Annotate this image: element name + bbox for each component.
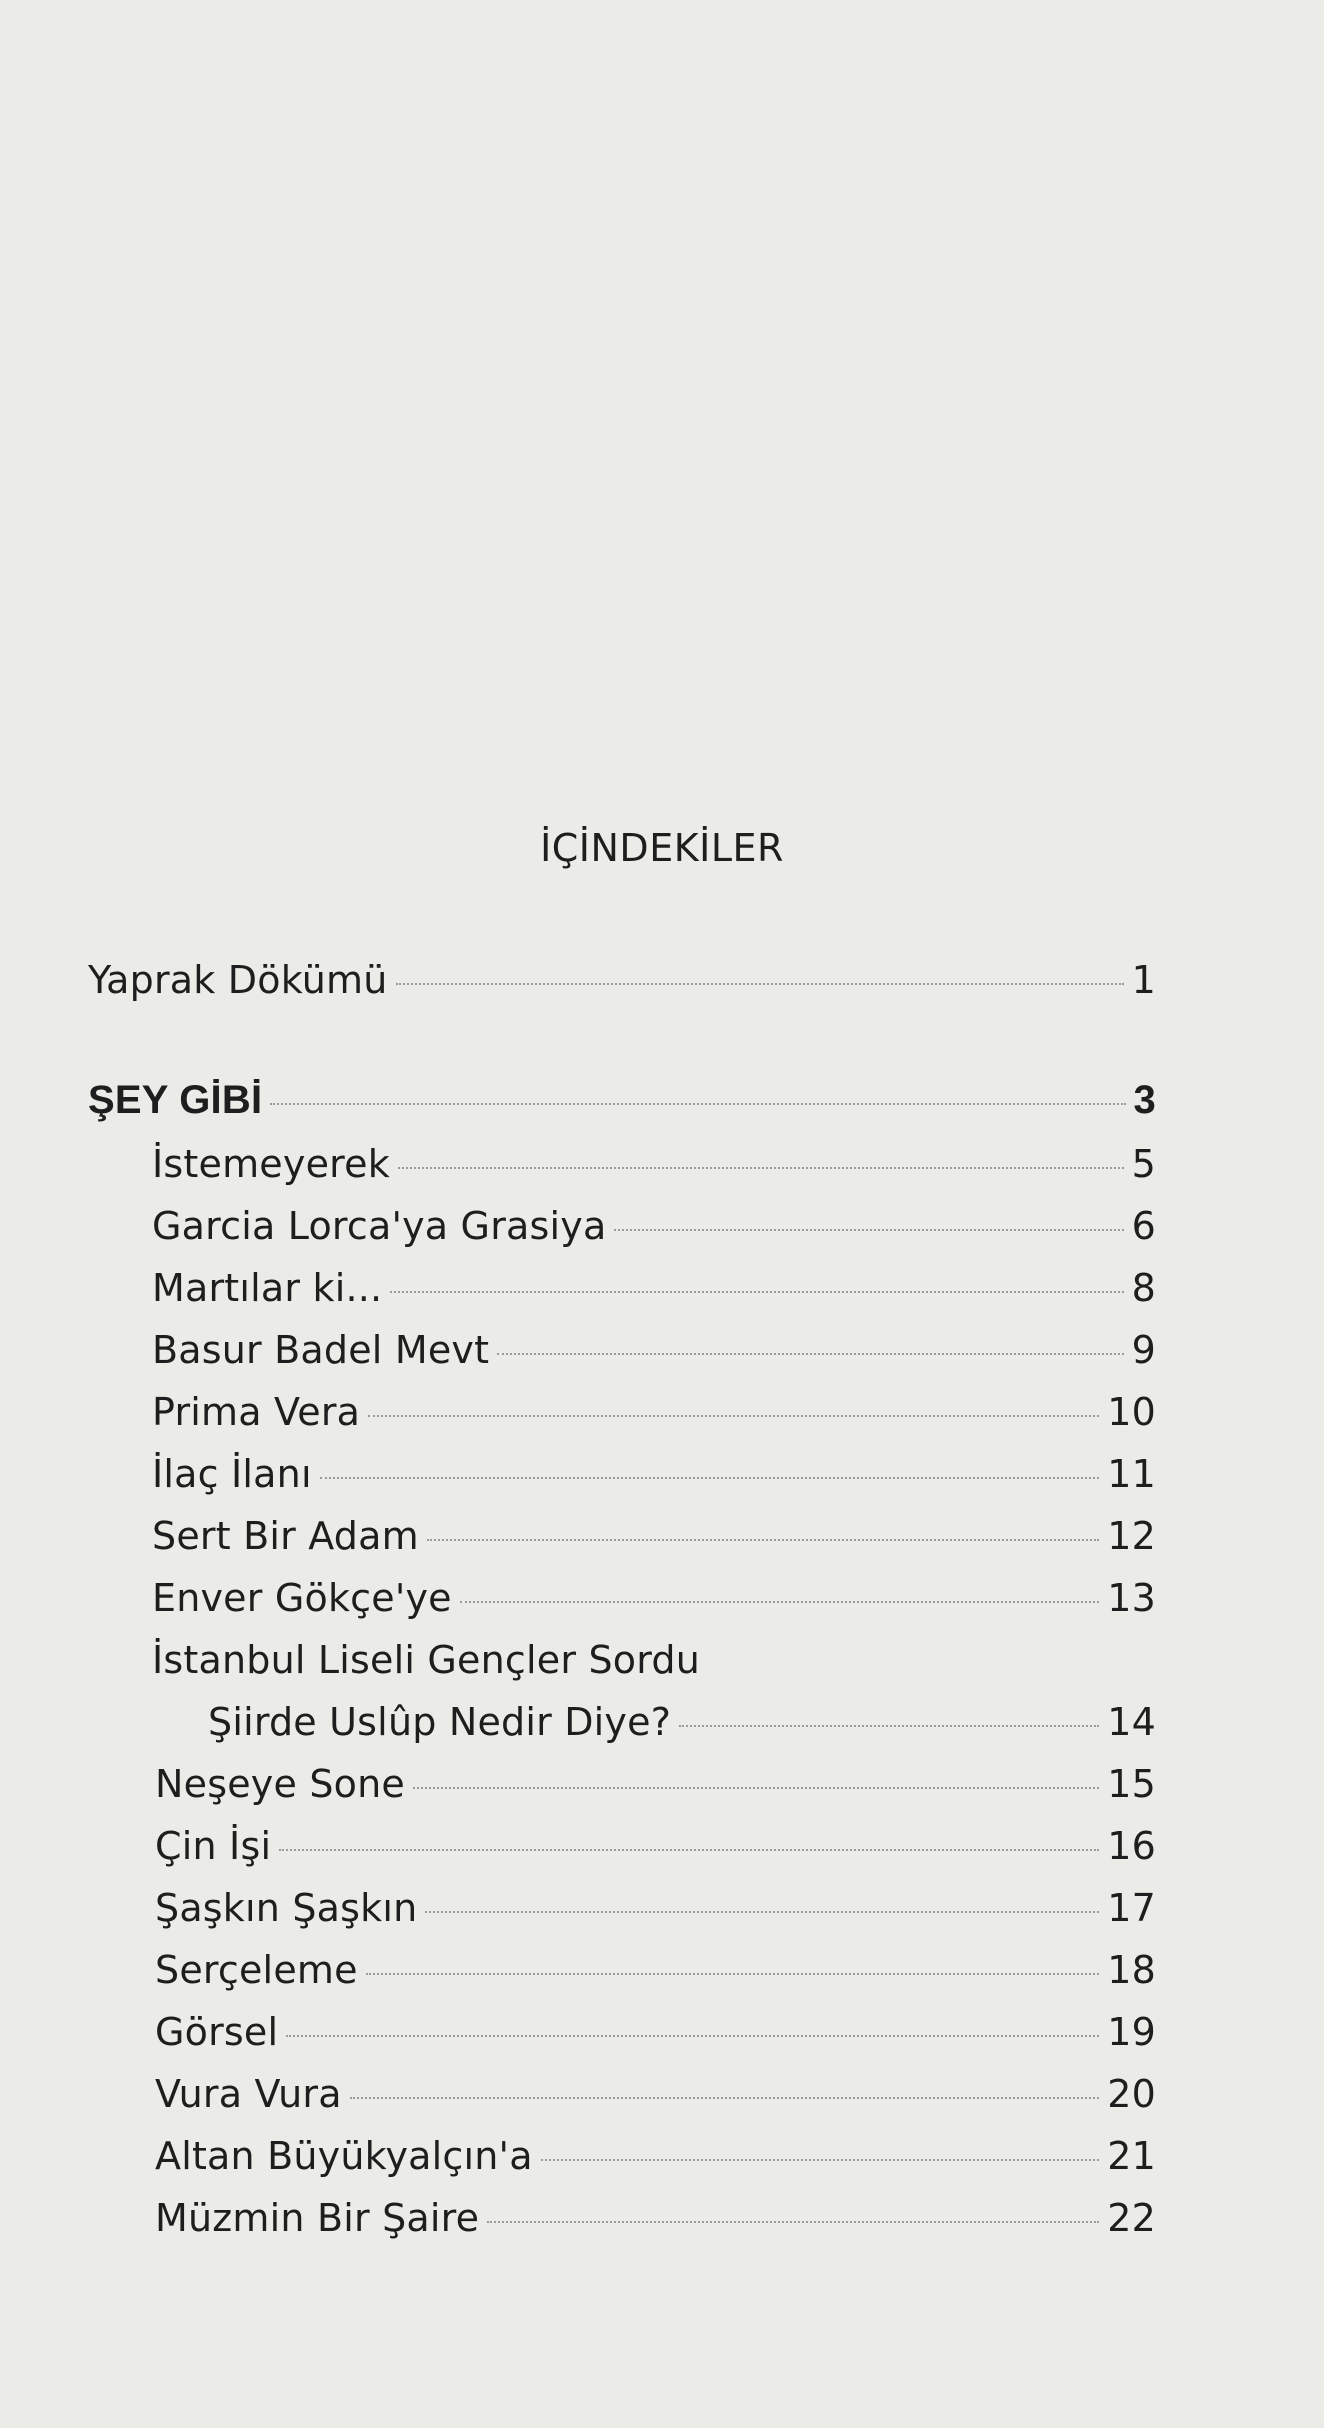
toc-entry-title: İlaç İlanı xyxy=(152,1452,312,1496)
toc-entry[interactable] xyxy=(155,1945,1156,1995)
toc-entry-page: 21 xyxy=(1107,2134,1156,2178)
toc-entry-page: 14 xyxy=(1107,1700,1156,1744)
toc-entry[interactable] xyxy=(155,2131,1156,2181)
dot-leader xyxy=(460,1601,1099,1603)
toc-entry-page: 18 xyxy=(1107,1948,1156,1992)
toc-entry-title: Çin İşi xyxy=(155,1824,272,1868)
toc-entry-title: Yaprak Dökümü xyxy=(88,958,388,1002)
dot-leader xyxy=(541,2159,1100,2161)
toc-section-page: 3 xyxy=(1133,1078,1156,1122)
dot-leader xyxy=(390,1291,1123,1293)
dot-leader xyxy=(286,2035,1099,2037)
toc-entry-title: Altan Büyükyalçın'a xyxy=(155,2134,533,2178)
toc-entry-title: Sert Bir Adam xyxy=(152,1514,419,1558)
toc-entry[interactable] xyxy=(155,2069,1156,2119)
toc-entry-page: 19 xyxy=(1107,2010,1156,2054)
dot-leader xyxy=(396,983,1124,985)
toc-entry[interactable] xyxy=(155,1821,1156,1871)
toc-entry-title: Müzmin Bir Şaire xyxy=(155,2196,480,2240)
dot-leader xyxy=(279,1849,1099,1851)
toc-entry-page: 10 xyxy=(1107,1390,1156,1434)
dot-leader xyxy=(398,1167,1124,1169)
toc-section[interactable] xyxy=(88,1075,1156,1125)
toc-entry-page: 6 xyxy=(1131,1204,1156,1248)
toc-entry-title: İstanbul Liseli Gençler Sordu xyxy=(152,1638,700,1682)
toc-entry-title: Basur Badel Mevt xyxy=(152,1328,490,1372)
toc-entry-title: Vura Vura xyxy=(155,2072,342,2116)
toc-entry-title: Serçeleme xyxy=(155,1948,358,1992)
toc-entry[interactable] xyxy=(152,1449,1156,1499)
toc-entry-page: 5 xyxy=(1131,1142,1156,1186)
toc-entry[interactable] xyxy=(152,1387,1156,1437)
toc-entry-page: 16 xyxy=(1107,1824,1156,1868)
dot-leader xyxy=(679,1725,1099,1727)
dot-leader xyxy=(427,1539,1099,1541)
toc-entry-page: 11 xyxy=(1107,1452,1156,1496)
toc-entry[interactable] xyxy=(152,1511,1156,1561)
toc-entry[interactable] xyxy=(155,1759,1156,1809)
toc-entry-title: Görsel xyxy=(155,2010,279,2054)
dot-leader xyxy=(368,1415,1099,1417)
toc-entry[interactable] xyxy=(152,1201,1156,1251)
dot-leader xyxy=(270,1103,1125,1105)
toc-section-title: ŞEY GİBİ xyxy=(88,1078,263,1122)
toc-entry-title: Şaşkın Şaşkın xyxy=(155,1886,418,1930)
toc-entry-page: 8 xyxy=(1131,1266,1156,1310)
dot-leader xyxy=(320,1477,1100,1479)
toc-entry[interactable] xyxy=(88,955,1156,1005)
dot-leader xyxy=(497,1353,1123,1355)
toc-entry-title: Garcia Lorca'ya Grasiya xyxy=(152,1204,607,1248)
dot-leader xyxy=(614,1229,1123,1231)
toc-entry-page: 13 xyxy=(1107,1576,1156,1620)
toc-entry[interactable] xyxy=(155,1883,1156,1933)
toc-entry[interactable] xyxy=(155,2193,1156,2243)
dot-leader xyxy=(487,2221,1099,2223)
toc-entry-page: 22 xyxy=(1107,2196,1156,2240)
dot-leader xyxy=(350,2097,1100,2099)
toc-entry-page: 20 xyxy=(1107,2072,1156,2116)
toc-entry-page: 15 xyxy=(1107,1762,1156,1806)
toc-entry-page: 1 xyxy=(1131,958,1156,1002)
toc-entry[interactable] xyxy=(208,1697,1156,1747)
dot-leader xyxy=(366,1973,1100,1975)
dot-leader xyxy=(425,1911,1099,1913)
toc-entry[interactable] xyxy=(152,1139,1156,1189)
toc-entry-title: Neşeye Sone xyxy=(155,1762,405,1806)
toc-entry[interactable] xyxy=(155,2007,1156,2057)
toc-entry-title: Enver Gökçe'ye xyxy=(152,1576,452,1620)
toc-entry-page: 9 xyxy=(1131,1328,1156,1372)
dot-leader xyxy=(413,1787,1099,1789)
page-title: İÇİNDEKİLER xyxy=(540,826,784,870)
toc-entry-title: Şiirde Uslûp Nedir Diye? xyxy=(208,1700,672,1744)
toc-entry-title: İstemeyerek xyxy=(152,1142,390,1186)
toc-entry-page: 12 xyxy=(1107,1514,1156,1558)
toc-entry-page: 17 xyxy=(1107,1886,1156,1930)
toc-entry[interactable] xyxy=(152,1325,1156,1375)
toc-entry-title: Prima Vera xyxy=(152,1390,361,1434)
toc-entry[interactable] xyxy=(152,1573,1156,1623)
toc-entry-title: Martılar ki... xyxy=(152,1266,383,1310)
toc-entry[interactable] xyxy=(152,1263,1156,1313)
toc-entry[interactable] xyxy=(152,1635,1156,1685)
